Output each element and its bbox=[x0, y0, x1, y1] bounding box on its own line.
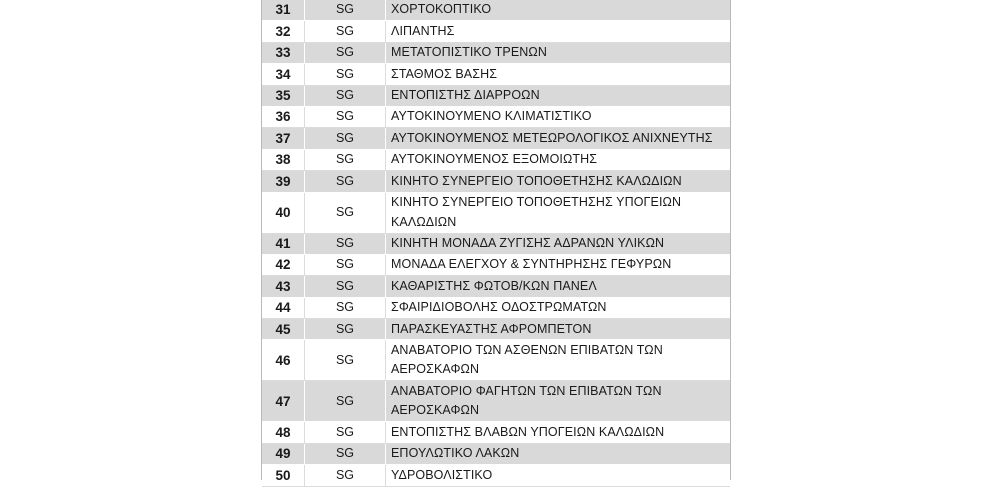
row-code: SG bbox=[305, 233, 386, 254]
row-description: ΕΠΟΥΛΩΤΙΚΟ ΛΑΚΩΝ bbox=[386, 443, 731, 464]
row-number: 50 bbox=[262, 465, 305, 486]
row-code: SG bbox=[305, 443, 386, 464]
row-description: ΕΝΤΟΠΙΣΤΗΣ ΒΛΑΒΩΝ ΥΠΟΓΕΙΩΝ ΚΑΛΩΔΙΩΝ bbox=[386, 422, 731, 443]
row-code: SG bbox=[305, 381, 386, 422]
row-description: ΛΙΠΑΝΤΗΣ bbox=[386, 21, 731, 42]
row-code: SG bbox=[305, 192, 386, 233]
table-row bbox=[262, 465, 730, 486]
table-row bbox=[262, 443, 730, 464]
table-row bbox=[262, 340, 730, 381]
row-description: ΑΥΤΟΚΙΝΟΥΜΕΝΟ ΚΛΙΜΑΤΙΣΤΙΚΟ bbox=[386, 106, 731, 127]
table-row bbox=[262, 422, 730, 443]
table-row bbox=[262, 42, 730, 63]
table-row bbox=[262, 171, 730, 192]
row-code: SG bbox=[305, 319, 386, 340]
row-code: SG bbox=[305, 21, 386, 42]
row-description: ΑΥΤΟΚΙΝΟΥΜΕΝΟΣ ΕΞΟΜΟΙΩΤΗΣ bbox=[386, 149, 731, 170]
row-number: 44 bbox=[262, 297, 305, 318]
table-row bbox=[262, 64, 730, 85]
row-number: 41 bbox=[262, 233, 305, 254]
row-number: 38 bbox=[262, 149, 305, 170]
row-description: ΑΝΑΒΑΤΟΡΙΟ ΦΑΓΗΤΩΝ ΤΩΝ ΕΠΙΒΑΤΩΝ ΤΩΝ ΑΕΡΟΣΚΑΦΩΝ bbox=[386, 381, 731, 422]
row-code: SG bbox=[305, 128, 386, 149]
row-code: SG bbox=[305, 85, 386, 106]
table-row bbox=[262, 85, 730, 106]
table-row bbox=[262, 381, 730, 422]
table-row bbox=[262, 319, 730, 340]
row-number: 47 bbox=[262, 381, 305, 422]
table-row bbox=[262, 128, 730, 149]
row-number: 49 bbox=[262, 443, 305, 464]
row-code: SG bbox=[305, 0, 386, 21]
row-code: SG bbox=[305, 422, 386, 443]
row-description: ΑΥΤΟΚΙΝΟΥΜΕΝΟΣ ΜΕΤΕΩΡΟΛΟΓΙΚΟΣ ΑΝΙΧΝΕΥΤΗΣ bbox=[386, 128, 731, 149]
row-description: ΥΔΡΟΒΟΛΙΣΤΙΚΟ bbox=[386, 465, 731, 486]
row-code: SG bbox=[305, 106, 386, 127]
row-code: SG bbox=[305, 254, 386, 275]
row-description: ΚΑΘΑΡΙΣΤΗΣ ΦΩΤΟΒ/ΚΩΝ ΠΑΝΕΛ bbox=[386, 276, 731, 297]
row-code: SG bbox=[305, 340, 386, 381]
table bbox=[262, 0, 730, 487]
row-number: 37 bbox=[262, 128, 305, 149]
row-description: ΣΤΑΘΜΟΣ ΒΑΣΗΣ bbox=[386, 64, 731, 85]
row-number: 34 bbox=[262, 64, 305, 85]
row-code: SG bbox=[305, 465, 386, 486]
table-row bbox=[262, 106, 730, 127]
table-row bbox=[262, 0, 730, 21]
row-number: 33 bbox=[262, 42, 305, 63]
row-number: 46 bbox=[262, 340, 305, 381]
row-code: SG bbox=[305, 276, 386, 297]
row-number: 40 bbox=[262, 192, 305, 233]
row-code: SG bbox=[305, 171, 386, 192]
row-description: ΚΙΝΗΤΟ ΣΥΝΕΡΓΕΙΟ ΤΟΠΟΘΕΤΗΣΗΣ ΚΑΛΩΔΙΩΝ bbox=[386, 171, 731, 192]
table-row bbox=[262, 254, 730, 275]
row-number: 43 bbox=[262, 276, 305, 297]
table-row bbox=[262, 149, 730, 170]
table-row bbox=[262, 297, 730, 318]
row-description: ΕΝΤΟΠΙΣΤΗΣ ΔΙΑΡΡΟΩΝ bbox=[386, 85, 731, 106]
row-code: SG bbox=[305, 297, 386, 318]
row-description: ΜΟΝΑΔΑ ΕΛΕΓΧΟΥ & ΣΥΝΤΗΡΗΣΗΣ ΓΕΦΥΡΩΝ bbox=[386, 254, 731, 275]
row-code: SG bbox=[305, 42, 386, 63]
table-row bbox=[262, 233, 730, 254]
vehicle-category-table bbox=[261, 0, 731, 483]
row-description: ΑΝΑΒΑΤΟΡΙΟ ΤΩΝ ΑΣΘΕΝΩΝ ΕΠΙΒΑΤΩΝ ΤΩΝ ΑΕΡΟΣΚΑΦΩΝ bbox=[386, 340, 731, 381]
row-number: 35 bbox=[262, 85, 305, 106]
row-description: ΚΙΝΗΤΟ ΣΥΝΕΡΓΕΙΟ ΤΟΠΟΘΕΤΗΣΗΣ ΥΠΟΓΕΙΩΝ ΚΑΛΩΔΙΩΝ bbox=[386, 192, 731, 233]
row-number: 31 bbox=[262, 0, 305, 21]
row-number: 39 bbox=[262, 171, 305, 192]
row-number: 45 bbox=[262, 319, 305, 340]
row-code: SG bbox=[305, 149, 386, 170]
row-description: ΠΑΡΑΣΚΕΥΑΣΤΗΣ ΑΦΡΟΜΠΕΤΟΝ bbox=[386, 319, 731, 340]
table-row bbox=[262, 192, 730, 233]
table-row bbox=[262, 21, 730, 42]
row-number: 36 bbox=[262, 106, 305, 127]
row-description: ΚΙΝΗΤΗ ΜΟΝΑΔΑ ΖΥΓΙΣΗΣ ΑΔΡΑΝΩΝ ΥΛΙΚΩΝ bbox=[386, 233, 731, 254]
row-code: SG bbox=[305, 64, 386, 85]
row-number: 32 bbox=[262, 21, 305, 42]
row-description: ΣΦΑΙΡΙΔΙΟΒΟΛΗΣ ΟΔΟΣΤΡΩΜΑΤΩΝ bbox=[386, 297, 731, 318]
row-description: ΧΟΡΤΟΚΟΠΤΙΚΟ bbox=[386, 0, 731, 21]
row-description: ΜΕΤΑΤΟΠΙΣΤΙΚΟ ΤΡΕΝΩΝ bbox=[386, 42, 731, 63]
row-number: 42 bbox=[262, 254, 305, 275]
table-row bbox=[262, 276, 730, 297]
row-number: 48 bbox=[262, 422, 305, 443]
